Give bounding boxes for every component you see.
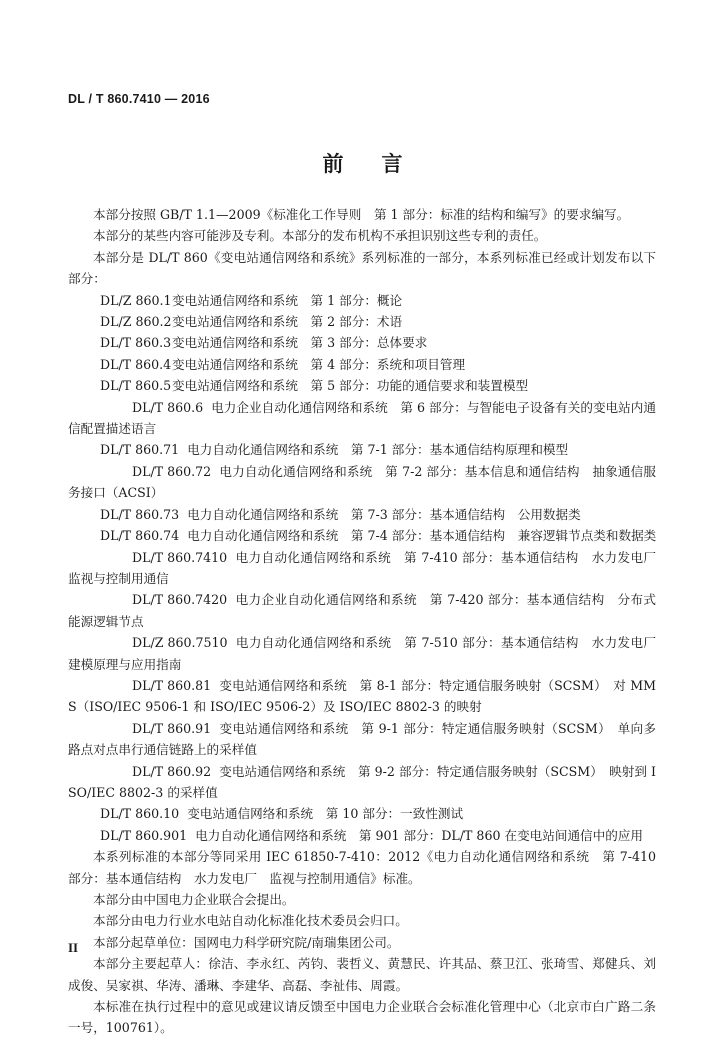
- part-list-item: [68, 290, 656, 311]
- part-title: 电力自动化通信网络和系统 第 7-410 部分：基本通信结构 水力发电厂监视与控制用通信: [68, 549, 656, 586]
- part-code: DL/T 860.4: [100, 356, 172, 372]
- standard-code: DL / T 860.7410 — 2016: [68, 92, 210, 106]
- part-list-item: [68, 632, 669, 675]
- part-title: 变电站通信网络和系统 第 3 部分：总体要求: [172, 335, 428, 351]
- part-code: DL/T 860.74: [100, 528, 180, 544]
- part-title: 电力自动化通信网络和系统 第 7-1 部分：基本通信结构原理和模型: [187, 442, 569, 458]
- part-title: 变电站通信网络和系统 第 10 部分：一致性测试: [187, 806, 464, 822]
- part-list-item: [68, 825, 656, 846]
- part-title: 变电站通信网络和系统 第 2 部分：术语: [172, 314, 403, 330]
- part-code: DL/T 860.901: [100, 827, 188, 843]
- part-list-item: [68, 675, 656, 718]
- part-title: 变电站通信网络和系统 第 9-2 部分：特定通信服务映射（SCSM） 映射到 ISO/IEC 8802-3 的采样值: [68, 763, 656, 800]
- closing-paragraph: 本部分由电力行业水电站自动化标准化技术委员会归口。: [93, 913, 408, 929]
- closing-paragraph: 本部分起草单位：国网电力科学研究院/南瑞集团公司。: [93, 934, 400, 950]
- part-list-item: [68, 547, 656, 590]
- part-title: 电力自动化通信网络和系统 第 901 部分：DL/T 860 在变电站间通信中的应用: [195, 827, 644, 843]
- intro-paragraph: 本部分按照 GB/T 1.1—2009《标准化工作导则 第 1 部分：标准的结构和编写》的要求编写。: [93, 207, 630, 222]
- part-list-item: [68, 354, 656, 375]
- part-code: DL/T 860.73: [100, 506, 180, 522]
- part-list-item: [68, 461, 656, 504]
- part-code: DL/T 860.7410: [132, 549, 228, 565]
- part-title: 变电站通信网络和系统 第 1 部分：概论: [172, 292, 403, 308]
- part-list-item: [68, 525, 656, 546]
- intro-paragraph: 本部分的某些内容可能涉及专利。本部分的发布机构不承担识别这些专利的责任。: [93, 228, 547, 244]
- part-list-item: [68, 439, 656, 460]
- part-list-item: [68, 332, 656, 353]
- part-code: DL/T 860.71: [100, 442, 180, 458]
- part-title: 电力自动化通信网络和系统 第 7-2 部分：基本信息和通信结构 抽象通信服务接口（ACSI）: [68, 463, 656, 501]
- part-title: 电力自动化通信网络和系统 第 7-4 部分：基本通信结构 兼容逻辑节点类和数据类: [187, 528, 657, 544]
- page-title: 前言: [322, 151, 441, 176]
- part-code: DL/T 860.5: [100, 378, 172, 394]
- part-list-item: [68, 803, 656, 824]
- closing-paragraph: 本部分由中国电力企业联合会提出。: [93, 892, 295, 907]
- closing-paragraph: 本系列标准的本部分等同采用 IEC 61850-7-410：2012《电力自动化通信网络和系统 第 7-410 部分：基本通信结构 水力发电厂 监视与控制用通信》标准。: [68, 849, 656, 886]
- intro-paragraph: 本部分是 DL/T 860《变电站通信网络和系统》系列标准的一部分，本系列标准已经或计划发布以下部分：: [68, 249, 656, 287]
- part-code: DL/T 860.92: [132, 763, 212, 779]
- part-list-item: [68, 504, 656, 525]
- page-number: II: [68, 940, 79, 955]
- part-code: DL/Z 860.1: [100, 292, 172, 308]
- part-code: DL/T 860.3: [100, 335, 172, 351]
- part-title: 电力企业自动化通信网络和系统 第 6 部分：与智能电子设备有关的变电站内通信配置描述语言: [68, 399, 656, 437]
- part-list-item: [68, 718, 656, 761]
- part-list-item: [68, 589, 656, 632]
- part-list-item: [68, 397, 656, 440]
- closing-paragraph: 本标准在执行过程中的意见或建议请反馈至中国电力企业联合会标准化管理中心（北京市白广路二条一号，100761）。: [68, 999, 656, 1036]
- part-title: 电力自动化通信网络和系统 第 7-3 部分：基本通信结构 公用数据类: [187, 506, 581, 522]
- part-code: DL/Z 860.2: [100, 314, 172, 330]
- part-list-item: [68, 761, 656, 804]
- part-code: DL/T 860.6: [132, 399, 204, 415]
- part-code: DL/T 860.7420: [132, 592, 228, 608]
- part-code: DL/T 860.91: [132, 720, 212, 736]
- part-title: 变电站通信网络和系统 第 5 部分：功能的通信要求和装置模型: [172, 378, 529, 394]
- document-body: [68, 204, 669, 1039]
- closing-paragraph: 本部分主要起草人：徐洁、李永红、芮钧、裴哲义、黄慧民、许其品、蔡卫江、张琦雪、郑健兵、刘成俊、吴家祺、华涛、潘琳、李建华、高磊、李祉伟、周霞。: [68, 956, 656, 993]
- part-code: DL/Z 860.7510: [132, 635, 228, 651]
- part-title: 电力自动化通信网络和系统 第 7-510 部分：基本通信结构 水力发电厂 建模原理与应用指南: [68, 635, 669, 672]
- part-list-item: [68, 311, 656, 332]
- part-list-item: [68, 375, 656, 396]
- part-title: 变电站通信网络和系统 第 8-1 部分：特定通信服务映射（SCSM） 对 MMS（ISO/IEC 9506-1 和 ISO/IEC 9506-2）及 ISO/IEC 8802-3 的映射: [68, 677, 656, 715]
- part-code: DL/T 860.72: [132, 463, 212, 479]
- part-code: DL/T 860.81: [132, 677, 212, 693]
- part-title: 电力企业自动化通信网络和系统 第 7-420 部分：基本通信结构 分布式能源逻辑节点: [68, 592, 656, 629]
- part-code: DL/T 860.10: [100, 806, 180, 822]
- part-title: 变电站通信网络和系统 第 4 部分：系统和项目管理: [172, 356, 466, 372]
- part-title: 变电站通信网络和系统 第 9-1 部分：特定通信服务映射（SCSM） 单向多路点对点串行通信链路上的采样值: [68, 720, 656, 758]
